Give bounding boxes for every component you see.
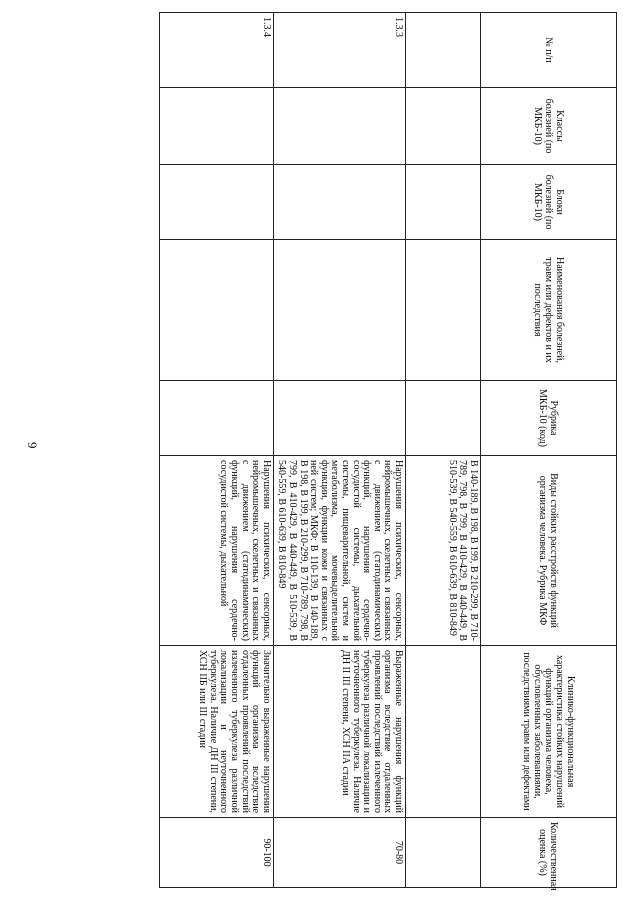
cell-number: 1.3.4 [159,13,273,88]
header-disorder-types: Виды стойких расстройств функций организма человека. Рубрика МКФ [481,456,617,646]
cell-disorder-types: В 140-189, В 198, В 199, В 210-299, В 710-789, 798, В 799, В 410-429, В 440-449, В 510-539, В 540-559, В 610-639, В 810-849 [406,456,481,646]
cell-clinical [406,646,481,818]
cell-disease-name [273,240,405,381]
cell-number: 1.3.3 [273,13,405,88]
cell-clinical: Выраженные нарушения функций организма вследствие отдаленных проявлений последствий излеченного туберкулеза различной локализации и неуточненного туберкулеза. Наличие ДН II III степени, ХСН IIА стадии [273,646,405,818]
header-diseases: Наименования болезней, травм или дефектов и их последствия [481,240,617,381]
cell-score: 90-100 [159,818,273,888]
cell-code [406,381,481,456]
table-row [406,13,481,888]
cell-disorder-types: Нарушения психических, сенсорных, нейромышечных, скелетных и связанных с движением (статодинамических) функций, нарушения сердечно-сосудистой системы, дыхательной [159,456,273,646]
table-header-row [481,13,617,888]
cell-clinical: Значительно выраженные нарушения функций организма вследствие отдаленных проявлений последствий излеченного туберкулеза различной локализации и неуточненного туберкулеза. Наличие ДН III степени, ХСН IIБ или III стадии [159,646,273,818]
cell-score: 70-80 [273,818,405,888]
cell-classes [406,88,481,165]
header-score: Количественная оценка (%) [481,818,617,888]
header-blocks: Блоки болезней (по МКБ-10) [481,165,617,240]
cell-blocks [159,165,273,240]
cell-blocks [273,165,405,240]
header-code: Рубрика МКБ-10 (код) [481,381,617,456]
table-row [273,13,405,888]
cell-number [406,13,481,88]
cell-code [159,381,273,456]
document-table-rotated [182,12,617,891]
header-classes: Классы болезней (по МКБ-10) [481,88,617,165]
table-row [159,13,273,888]
page-number: 9 [25,442,40,449]
cell-disease-name [159,240,273,381]
cell-classes [273,88,405,165]
cell-classes [159,88,273,165]
cell-blocks [406,165,481,240]
cell-code [273,381,405,456]
cell-disorder-types: Нарушения психических, сенсорных, нейромышечных, скелетных и связанных с движением (статодинамических) функций, нарушения сердечно-сосудистой системы, дыхательной системы, пищеварительной, систем и метаболизма, мочевыделительной функции, функции кожи и связанных с ней систем; МКФ: В 110-139, В 140-189, В 198, В 199, В 210-299, В 710-789, 798, В 799, В 410-429, В 440-449, В 510-539, В 540-559, В 610-639, В 810-849 [273,456,405,646]
header-number: № п/п [481,13,617,88]
cell-score [406,818,481,888]
disability-table [159,12,617,891]
header-clinical: Клинико-функциональная характеристика стойких нарушений функций организма человека, обусловленных заболеваниями, последствиями травм или дефектами [481,646,617,818]
cell-disease-name [406,240,481,381]
